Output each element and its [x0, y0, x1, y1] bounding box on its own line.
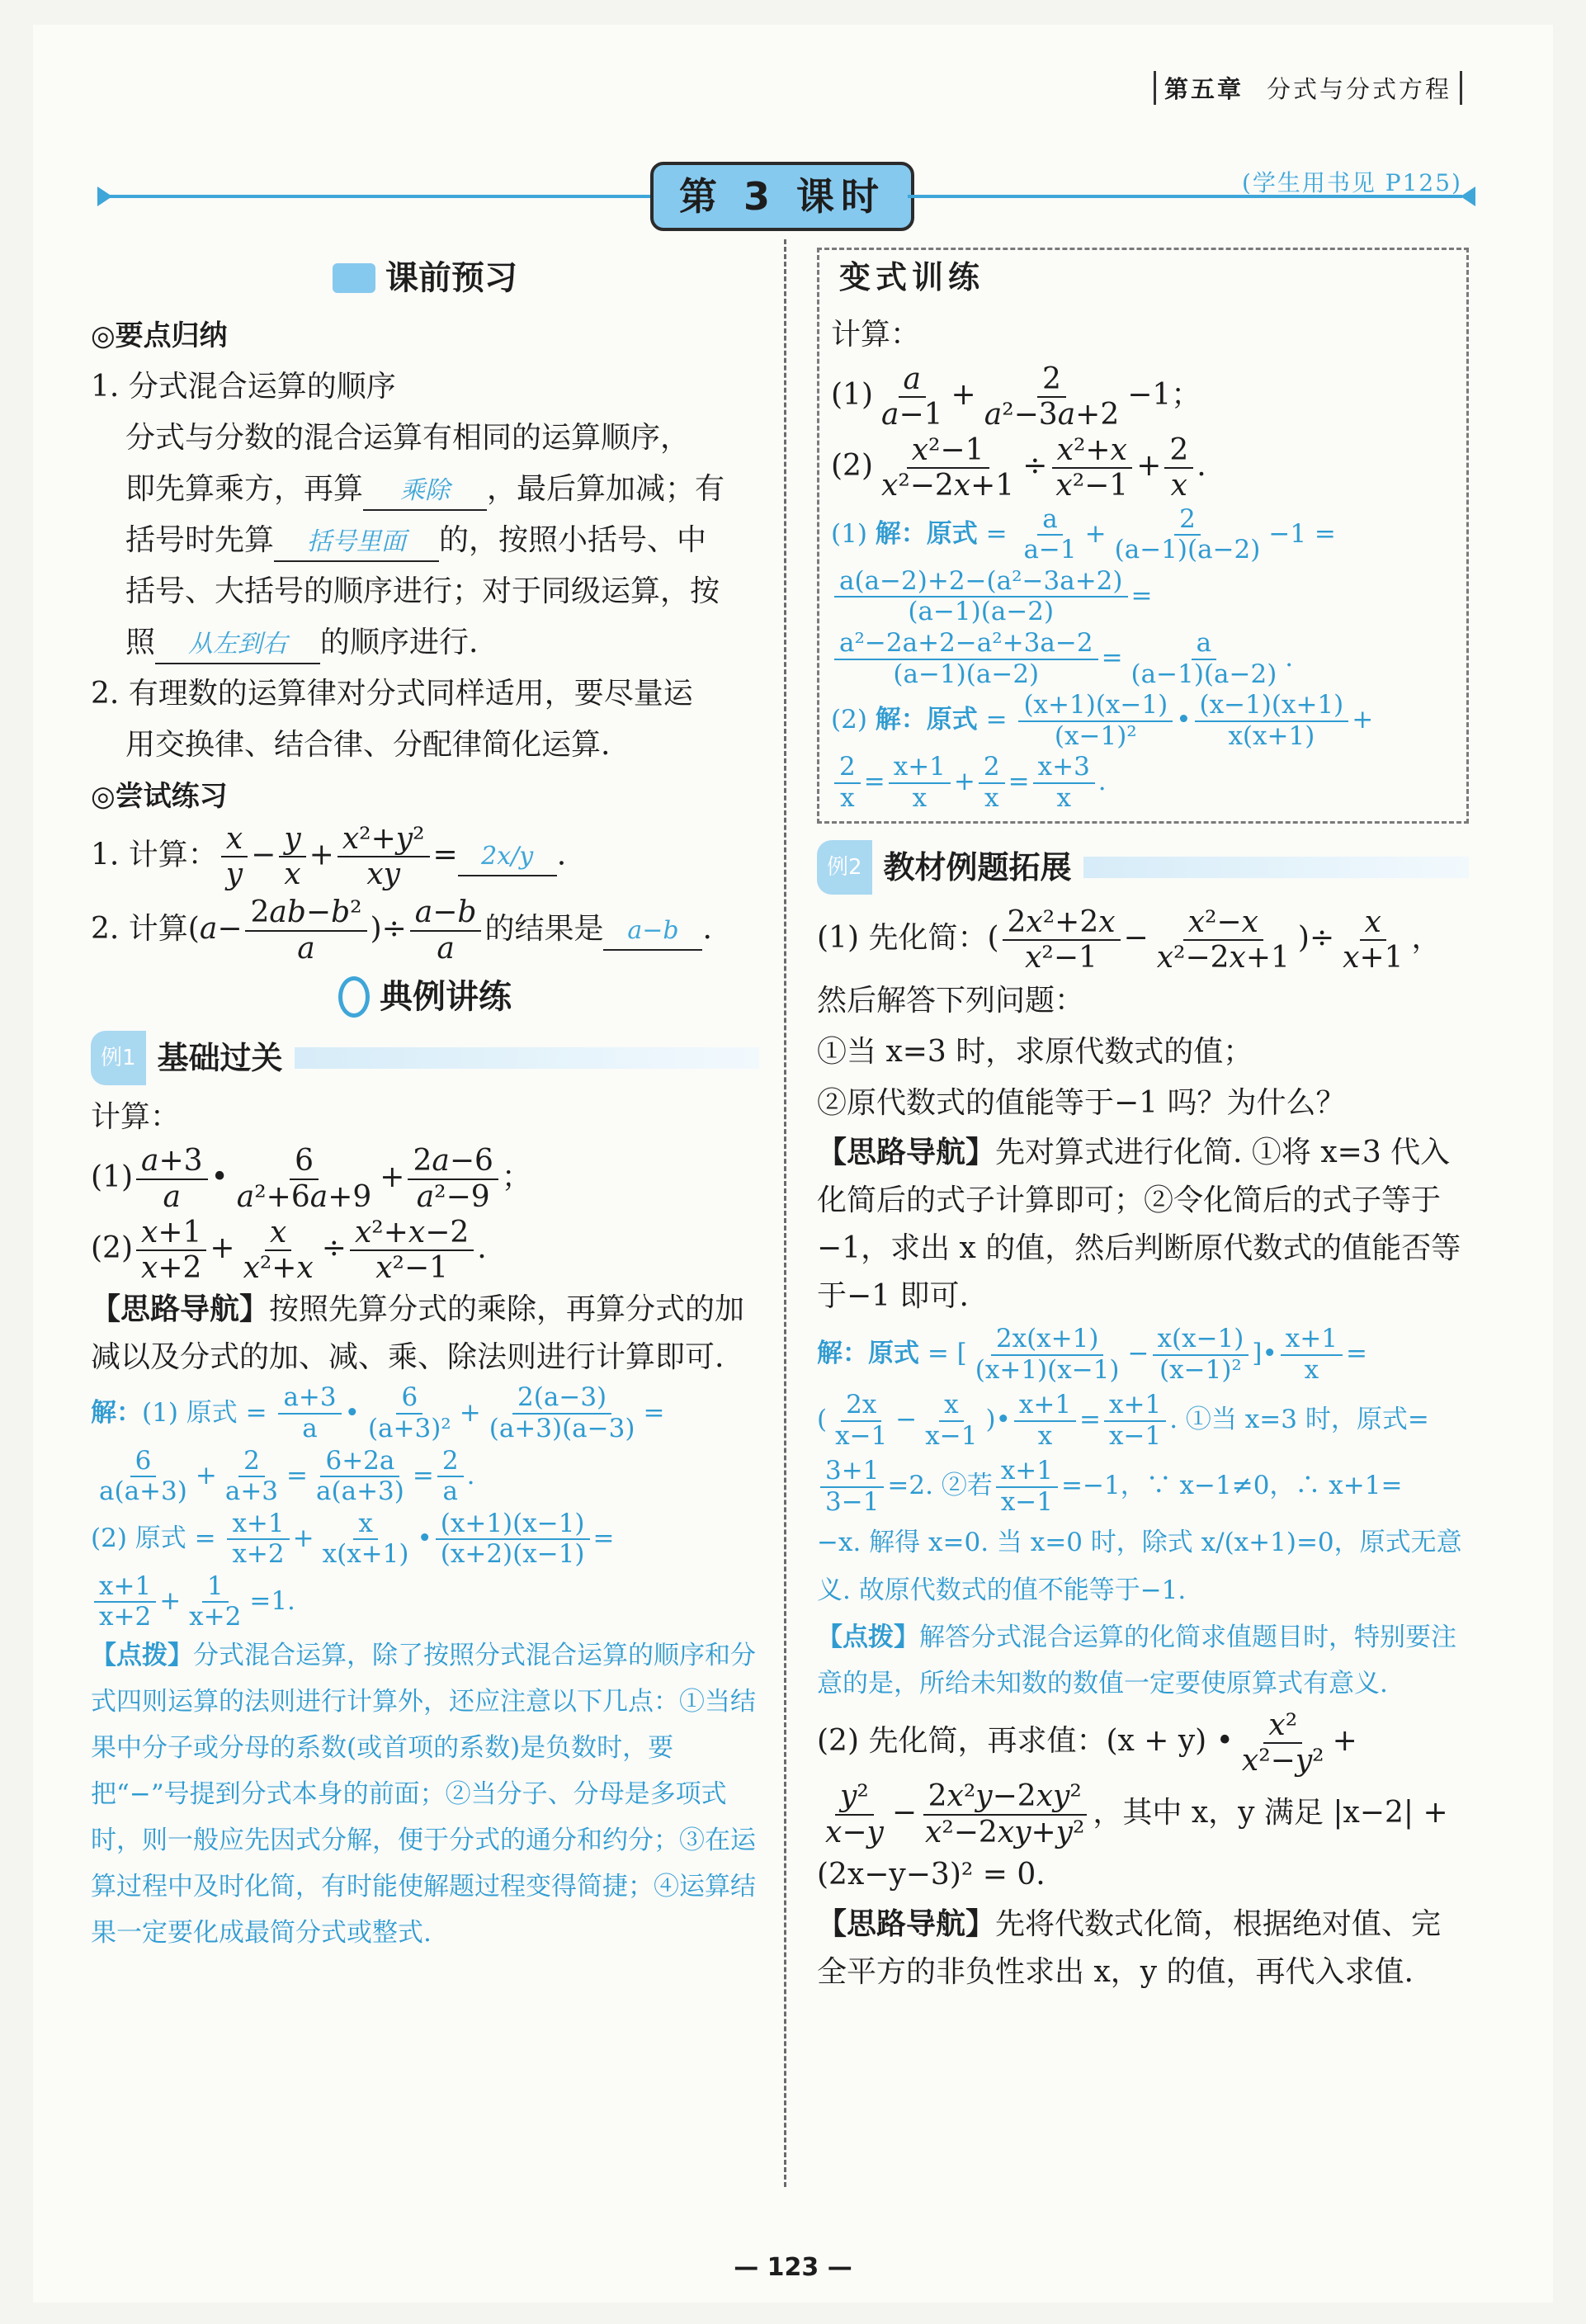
ex1-tip: 【点拨】分式混合运算，除了按照分式混合运算的顺序和分式四则运算的法则进行计算外，还应注意以下几点：①当结果中分子或分母的系数(或首项的系数)是负数时，要把“−”号提到分式本身的前面；②当分子、分母是多项式时，则一般应先因式分解，便于分式的通分和约分；③在运算过程中及时化简，有时能使解题过程变得简捷；④运算结果一定要化成最简分式或整式.	[91, 1641, 756, 1948]
variant-training-title: 变式训练	[831, 252, 993, 303]
title-rule-left	[107, 195, 652, 198]
answer-blank: 从左到右	[155, 626, 320, 664]
answer-blank: a−b	[603, 913, 702, 951]
ex2-line: ②原代数式的值能等于−1 吗？为什么？	[817, 1086, 1346, 1121]
running-header: 第五章 分式与分式方程	[1154, 71, 1462, 105]
ex2-question-2: (2) 先化简，再求值：(x + y) • $\frac{\text{x²}}{\text{x²−y²}}$ +	[817, 1708, 1357, 1778]
arrow-right-icon	[1461, 187, 1475, 206]
answer-blank: 括号里面	[274, 524, 439, 562]
answer-blank: 乘除	[363, 473, 487, 511]
ex2-solution: 解：原式 = [ $\frac{2x(x+1)}{(x+1)(x-1)}$ − $\frac{x(x-1)}{\text{(x−1)²}}$ ]• $\frac{x+1}{x}$ = ( $\frac{2x}{x-1}$ − $\frac{x}{x-1}$ )• $\frac{x+1}{x}$ = $\frac{x+1}{x-1}$ . ①当 x=3 时，原式= $\frac{3+1}{3-1}$ =2. ②若 $\frac{x+1}{x-1}$ =−1，∵ x−1≠0，∴ x+1= −x. 解得 x=0. 当 x=0 时，除式 x/(x+1)=0，原式无意义. 故原代数式的值不能等于−1. 【点拨】解答分式混合运算的化简求值题目时，特别要注意的是，所给未知数的数值一定要使原算式有意义.	[817, 1320, 1469, 1707]
kp1-title: 1. 分式混合运算的顺序	[91, 370, 396, 404]
try-label: ◎尝试练习	[91, 780, 228, 813]
answer-blank: 2x/y	[458, 838, 557, 876]
example-2-header: 例2 教材例题拓展	[817, 840, 1469, 895]
variant-calc: 计算：	[831, 318, 921, 352]
examples-heading: 典例讲练	[91, 971, 759, 1023]
variant-solution: (1) 解：原式 = $\frac{a}{a-1}$ + $\frac{2}{(a-1)(a-2)}$ −1 = $\frac{\text{a(a−2)+2−(a²−3a+2)}}{(a-1)(a-2)}$ = $\frac{\text{a²−2a+2−a²+3a−2}}{(a-1)(a-2)}$ = $\frac{a}{(a-1)(a-2)}$ . (2) 解：原式 = $\frac{(x+1)(x-1)}{\text{(x−1)²}}$ • $\frac{(x-1)(x+1)}{x(x+1)}$ + $\frac{2}{x}$ = $\frac{x+1}{x}$ + $\frac{2}{x}$ = $\frac{x+3}{x}$ .	[831, 503, 1374, 813]
ex2-line: (2x−y−3)² = 0.	[817, 1858, 1046, 1892]
kp1-line: 括号、大括号的顺序进行；对于同级运算，按	[125, 574, 720, 608]
ex2-question-2-cont: $\frac{\text{y²}}{x-y}$ − $\frac{\text{2x²y−2xy²}}{\text{x²−2xy+y²}}$ ，其中 x，y 满足 |x−2| +	[825, 1779, 1448, 1849]
ex2-navigation: 【思路导航】先对算式进行化简. ①将 x=3 代入化简后的式子计算即可；②令化简后的式子等于−1，求出 x 的值，然后判断原代数式的值能否等于−1 即可.	[817, 1136, 1461, 1314]
student-book-ref: (学生用书见 P125)	[1241, 169, 1462, 196]
ex2-line: ①当 x=3 时，求原代数式的值；	[817, 1035, 1253, 1070]
kp2-line: 2. 有理数的运算律对分式同样适用，要尽量运	[91, 677, 693, 711]
ex2-navigation-2: 【思路导航】先将代数式化简，根据绝对值、完全平方的非负性求出 x，y 的值，再代入求值.	[817, 1907, 1442, 1990]
ex1-calc: 计算：	[91, 1099, 181, 1134]
variant-problem-1: (1) $\frac{a}{a-1}$ + $\frac{2}{\text{a²−3a+2}}$ −1；	[831, 361, 1201, 432]
kp1-line: 即先算乘方，再算 乘除 ，最后算加减；有	[91, 464, 759, 515]
try-1: 1. 计算： $\frac{x}{y}$ − $\frac{y}{x}$ + $\frac{\text{x²+y²}}{xy}$ = 2x/y .	[91, 822, 567, 892]
kp1-line: 照 从左到右 的顺序进行.	[91, 617, 759, 668]
page-number: — 123 —	[734, 2253, 852, 2282]
example-1-header: 例1 基础过关	[91, 1031, 759, 1085]
ex2-line: 然后解答下列问题：	[817, 984, 1085, 1018]
lesson-title: 第 3 课时	[650, 162, 914, 231]
left-column	[91, 248, 759, 1956]
ex1-solution: 解：(1) 原式 = $\frac{a+3}{a}$ • $\frac{6}{\text{(a+3)²}}$ + $\frac{2(a-3)}{(a+3)(a-3)}$ = $\frac{6}{a(a+3)}$ + $\frac{2}{a+3}$ = $\frac{6+2a}{a(a+3)}$ = $\frac{2}{a}$ . (2) 原式 = $\frac{x+1}{x+2}$ + $\frac{x}{x(x+1)}$ • $\frac{(x+1)(x-1)}{(x+2)(x-1)}$ = $\frac{x+1}{x+2}$ + $\frac{1}{x+2}$ =1. 【点拨】分式混合运算，除了按照分式混合运算的顺序和分式四则运算的法则进行计算外，还应注意以下几点：①当结果中分子或分母的系数(或首项的系数)是负数时，要把“−”号提到分式本身的前面；②当分子、分母是多项式时，则一般应先因式分解，便于分式的通分和约分；③在运算过程中及时化简，有时能使解题过程变得简捷；④运算结果一定要化成最简分式或整式.	[91, 1382, 759, 1957]
book-icon	[333, 263, 375, 293]
kp2-line: 用交换律、结合律、分配律简化运算.	[125, 728, 611, 762]
right-column	[817, 248, 1469, 1996]
ex1-problem-1: (1) $\frac{a+3}{a}$ • $\frac{6}{\text{a²+6a+9}}$ + $\frac{2a-6}{\text{a²−9}}$ ；	[91, 1144, 531, 1214]
kp1-line: 分式与分数的混合运算有相同的运算顺序，	[125, 421, 691, 455]
lightbulb-icon	[338, 976, 370, 1018]
key-points-label: ◎要点归纳	[91, 319, 228, 352]
preview-heading: 课前预习	[91, 253, 759, 304]
variant-problem-2: (2) $\frac{\text{x²−1}}{\text{x²−2x+1}}$ ÷ $\frac{\text{x²+x}}{\text{x²−1}}$ + $\frac{2}{x}$ .	[831, 433, 1206, 503]
ex2-question-1: (1) 先化简：( $\frac{\text{2x²+2x}}{\text{x²−1}}$ − $\frac{\text{x²−x}}{\text{x²−2x+1}}$ )÷ $\frac{x}{x+1}$ ，	[817, 905, 1442, 975]
try-2: 2. 计算(a− $\frac{\text{2ab−b²}}{a}$ )÷ $\frac{a-b}{a}$ 的结果是 a−b .	[91, 895, 712, 966]
ex1-problem-2: (2) $\frac{x+1}{x+2}$ + $\frac{x}{\text{x²+x}}$ ÷ $\frac{\text{x²+x−2}}{\text{x²−1}}$ .	[91, 1215, 487, 1286]
kp1-line: 括号时先算 括号里面 的，按照小括号、中	[91, 515, 759, 566]
ex1-navigation: 【思路导航】按照先算分式的乘除，再算分式的加减以及分式的加、减、乘、除法则进行计算即可.	[91, 1292, 745, 1374]
column-divider	[784, 239, 786, 2187]
ex2-tip: 【点拨】解答分式混合运算的化简求值题目时，特别要注意的是，所给未知数的数值一定要使原算式有意义.	[817, 1623, 1456, 1699]
variant-training-box	[817, 248, 1469, 824]
